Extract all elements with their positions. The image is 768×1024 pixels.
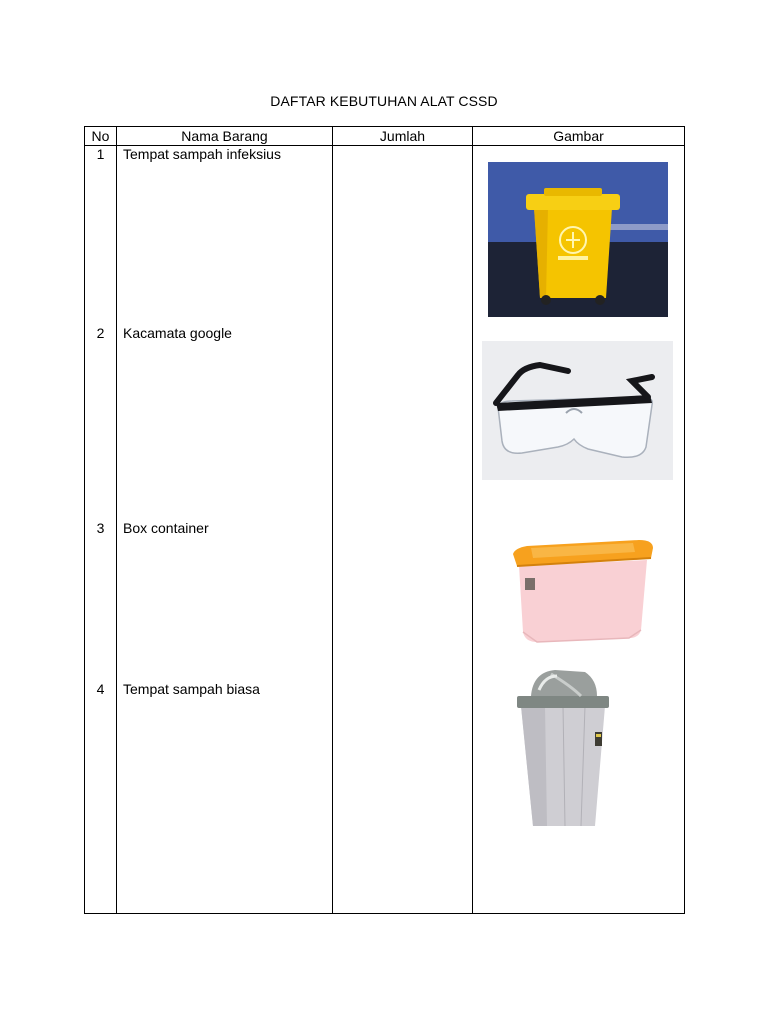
row-number: 2: [96, 325, 105, 341]
grey-swing-lid-trash-bin-photo: [515, 666, 615, 831]
row-number: 4: [96, 681, 105, 697]
document-title: DAFTAR KEBUTUHAN ALAT CSSD: [270, 93, 498, 109]
orange-lid-storage-box-photo: [511, 534, 659, 646]
header-picture: Gambar: [473, 127, 685, 146]
quantity-column-cell: [333, 146, 473, 914]
row-number: 1: [96, 146, 105, 162]
header-no: No: [85, 127, 117, 146]
no-column-cell: [85, 146, 117, 914]
header-item-name: Nama Barang: [117, 127, 333, 146]
yellow-infectious-waste-bin-photo: [488, 162, 668, 317]
picture-column-cell: [473, 146, 685, 914]
item-name: Tempat sampah infeksius: [123, 146, 281, 162]
item-name: Kacamata google: [123, 325, 232, 341]
name-column-cell: [117, 146, 333, 914]
item-name: Tempat sampah biasa: [123, 681, 260, 697]
table-body-row: [85, 146, 685, 914]
table-header-row: [85, 127, 685, 146]
equipment-table: [84, 126, 685, 914]
item-name: Box container: [123, 520, 209, 536]
safety-goggles-photo: [482, 341, 673, 480]
row-number: 3: [96, 520, 105, 536]
header-quantity: Jumlah: [333, 127, 473, 146]
